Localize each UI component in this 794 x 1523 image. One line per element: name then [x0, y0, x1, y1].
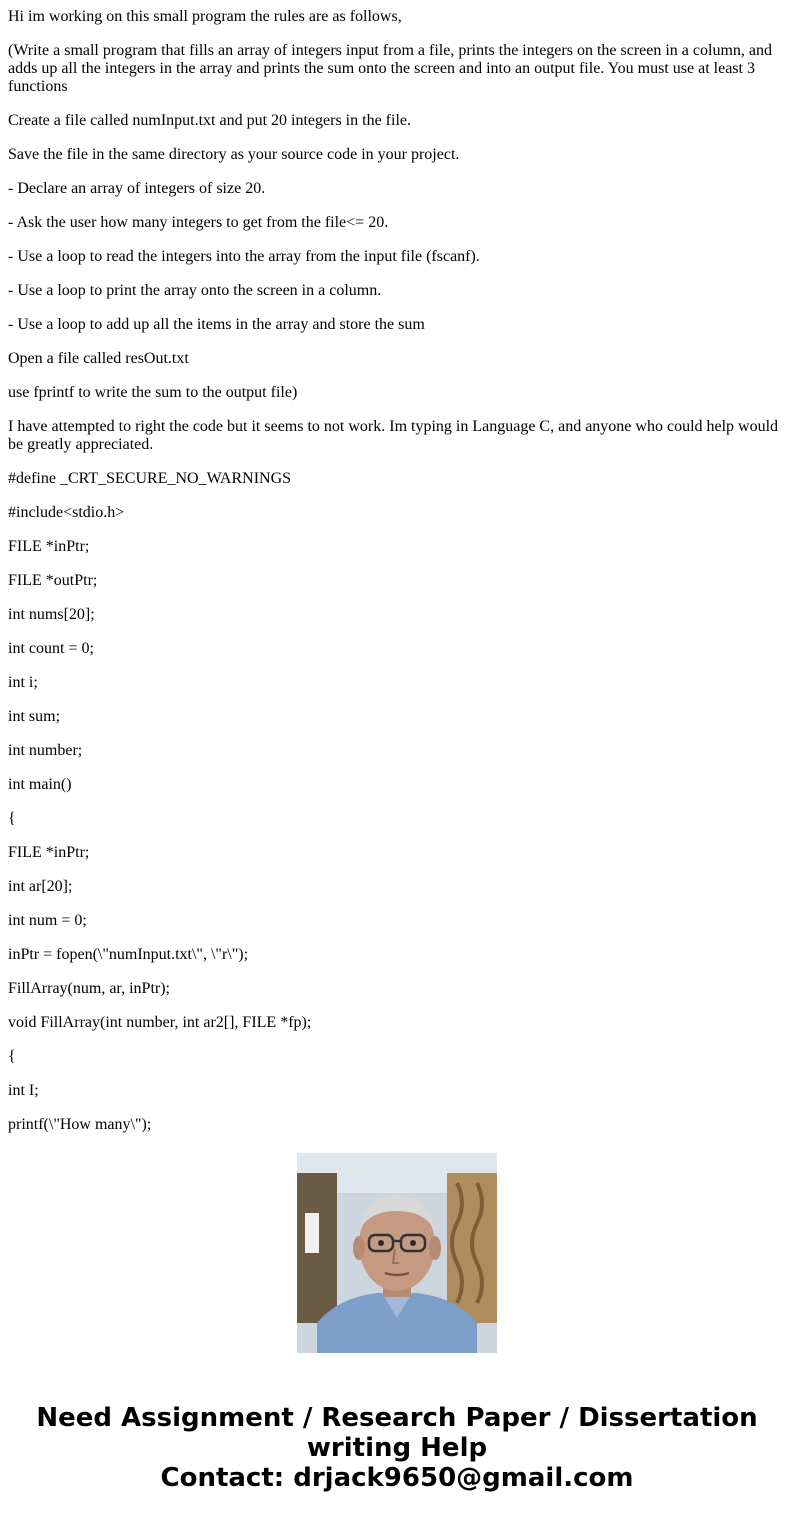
- code-line: #define _CRT_SECURE_NO_WARNINGS: [8, 470, 292, 487]
- person-photo-icon: [297, 1153, 497, 1353]
- code-line: int ar[20];: [8, 878, 73, 895]
- code-line: int i;: [8, 674, 38, 691]
- promo-headline: Need Assignment / Research Paper / Dissertation writing Help: [36, 1403, 758, 1463]
- code-line: FillArray(num, ar, inPtr);: [8, 980, 170, 997]
- code-line: {: [8, 1048, 16, 1065]
- code-line: int count = 0;: [8, 640, 94, 657]
- code-line: inPtr = fopen(\"numInput.txt\", \"r\");: [8, 946, 249, 963]
- code-line: printf(\"How many\");: [8, 1116, 152, 1133]
- code-line: int num = 0;: [8, 912, 87, 929]
- question-body: [8, 0, 786, 1133]
- code-line: FILE *inPtr;: [8, 844, 90, 861]
- question-paragraph: - Ask the user how many integers to get from the file<= 20.: [8, 214, 389, 231]
- question-paragraph: Open a file called resOut.txt: [8, 350, 189, 367]
- code-line: #include<stdio.h>: [8, 504, 125, 521]
- code-line: FILE *outPtr;: [8, 572, 98, 589]
- promo-contact: Contact: drjack9650@gmail.com: [160, 1463, 634, 1493]
- question-paragraph: Create a file called numInput.txt and put 20 integers in the file.: [8, 112, 411, 129]
- code-line: int I;: [8, 1082, 39, 1099]
- code-line: int sum;: [8, 708, 61, 725]
- avatar: [297, 1153, 497, 1353]
- code-line: void FillArray(int number, int ar2[], FILE *fp);: [8, 1014, 312, 1031]
- question-paragraph: Save the file in the same directory as your source code in your project.: [8, 146, 460, 163]
- question-paragraph: - Use a loop to print the array onto the screen in a column.: [8, 282, 382, 299]
- code-line: {: [8, 810, 16, 827]
- code-line: int nums[20];: [8, 606, 95, 623]
- question-paragraph: Hi im working on this small program the rules are as follows,: [8, 8, 402, 25]
- code-line: int number;: [8, 742, 83, 759]
- question-paragraph: - Declare an array of integers of size 20.: [8, 180, 266, 197]
- question-paragraph: use fprintf to write the sum to the output file): [8, 384, 298, 401]
- question-paragraph: I have attempted to right the code but it seems to not work. Im typing in Language C, and anyone who could help would be greatly appreciated.: [8, 418, 783, 453]
- code-line: FILE *inPtr;: [8, 538, 90, 555]
- question-paragraph: - Use a loop to read the integers into the array from the input file (fscanf).: [8, 248, 480, 265]
- promo-banner: [0, 1403, 794, 1493]
- question-paragraph: (Write a small program that fills an array of integers input from a file, prints the integers on the screen in a column, and adds up all the integers in the array and prints the sum onto the screen and into an output file. You must use at least 3 functions: [8, 42, 776, 95]
- question-paragraph: - Use a loop to add up all the items in the array and store the sum: [8, 316, 425, 333]
- code-line: int main(): [8, 776, 72, 793]
